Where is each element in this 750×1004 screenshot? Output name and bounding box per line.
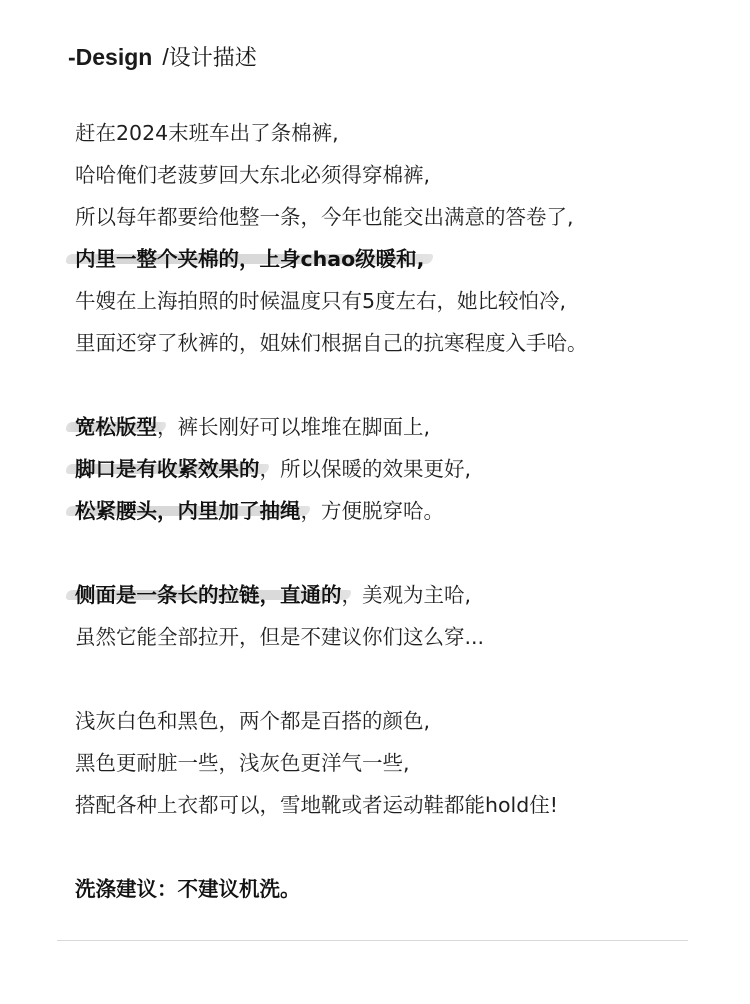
- paragraph-gap: [75, 364, 735, 406]
- text-rest: ，美观为主哈,: [341, 583, 472, 607]
- text-line: 虽然它能全部拉开，但是不建议你们这么穿...: [75, 625, 485, 649]
- highlight-text: 宽松版型: [75, 415, 157, 439]
- section-header: [68, 40, 257, 74]
- paragraph-gap: [75, 826, 735, 868]
- text-rest: ，裤长刚好可以堆堆在脚面上,: [157, 415, 431, 439]
- care-instructions: 洗涤建议：不建议机洗。: [75, 877, 301, 901]
- header-separator: /: [162, 44, 169, 70]
- highlight-text: 脚口是有收紧效果的: [75, 457, 260, 481]
- text-line-highlighted: [75, 490, 735, 532]
- text-line: 里面还穿了秋裤的，姐妹们根据自己的抗寒程度入手哈。: [75, 331, 588, 355]
- header-title-zh: 设计描述: [168, 46, 257, 71]
- text-line: 赶在2024末班车出了条棉裤,: [75, 121, 339, 145]
- text-line-highlighted: [75, 574, 735, 616]
- design-description: [75, 112, 735, 910]
- paragraph-gap: [75, 658, 735, 700]
- text-line: 哈哈俺们老菠萝回大东北必须得穿棉裤,: [75, 163, 431, 187]
- highlight-text: 内里一整个夹棉的，上身chao级暖和,: [75, 247, 425, 271]
- text-line: 所以每年都要给他整一条，今年也能交出满意的答卷了,: [75, 205, 574, 229]
- text-line: 牛嫂在上海拍照的时候温度只有5度左右，她比较怕冷,: [75, 289, 567, 313]
- paragraph-gap: [75, 532, 735, 574]
- text-line: 搭配各种上衣都可以，雪地靴或者运动鞋都能hold住!: [75, 793, 558, 817]
- text-rest: ，方便脱穿哈。: [300, 499, 444, 523]
- text-rest: ，所以保暖的效果更好,: [259, 457, 472, 481]
- highlight-text: 侧面是一条长的拉链，直通的: [75, 583, 342, 607]
- bottom-divider: [57, 940, 688, 941]
- highlight-text: 松紧腰头，内里加了抽绳: [75, 499, 301, 523]
- text-line-highlighted: [75, 448, 735, 490]
- text-line-highlighted: [75, 238, 735, 280]
- text-line: 黑色更耐脏一些，浅灰色更洋气一些,: [75, 751, 410, 775]
- text-line: 浅灰白色和黑色，两个都是百搭的颜色,: [75, 709, 431, 733]
- text-line-highlighted: [75, 406, 735, 448]
- header-title-en: -Design: [68, 44, 153, 70]
